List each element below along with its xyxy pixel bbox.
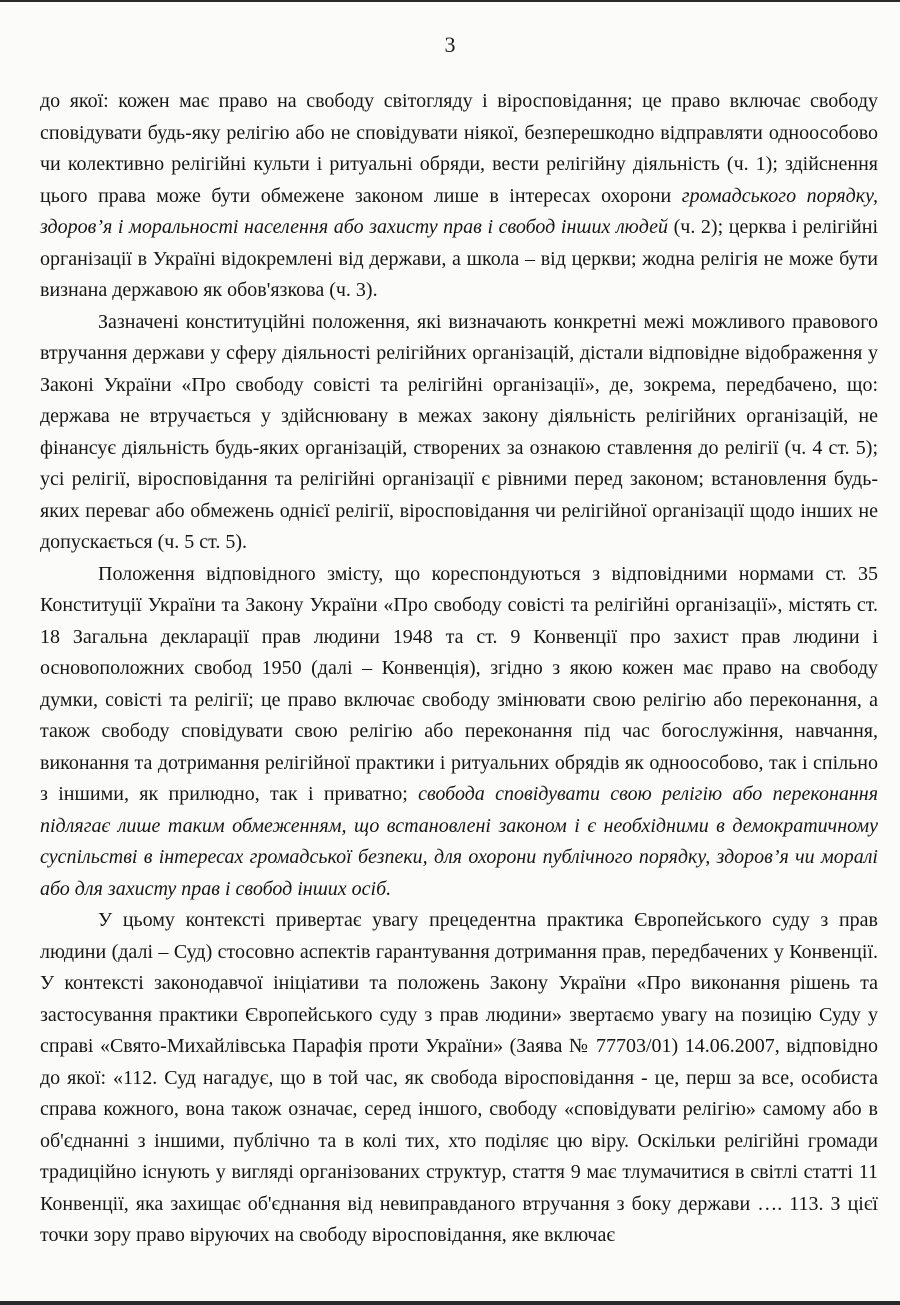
text-segment: (ч. 2); церква і релігійні організації в Україні відокремлені від держави, а школа – від церкви; жодна релігія не може бути визнана державою як обов'язкова (ч. 3). [40, 216, 879, 301]
text-segment: Зазначені конституційні положення, які визначають конкретні межі можливого правового втручання держави у сферу діяльності релігійних організацій, дістали відповідне відображення у Законі України «Про свободу совісті та релігійні організації», де, зокрема, передбачено, що: держава не втручається у здійснювану в межах закону діяльність релігійних організацій, не фінансує діяльність будь-яких організацій, створених за ознакою ставлення до релігії (ч. 4 ст. 5); усі релігії, віросповідання та релігійні організації є рівними перед законом; встановлення будь-яких переваг або обмежень однієї релігії, віросповідання чи релігійної організації щодо інших не допускається (ч. 5 ст. 5). [40, 310, 878, 553]
text-segment: Положення відповідного змісту, що кореспондуються з відповідними нормами ст. 35 Конституції України та Закону України «Про свободу совісті та релігійні організації», містять ст. 18 Загальна декларації прав людини 1948 та ст. 9 Конвенції про захист прав людини і основоположних свобод 1950 (далі – Конвенція), згідно з якою кожен має право на свободу думки, совісті та релігії; це право включає свободу змінювати свою релігію або переконання, а також свободу сповідувати свою релігію або переконання під час богослужіння, навчання, виконання та дотримання релігійної практики і ритуальних обрядів як одноособово, так і спільно з іншими, як прилюдно, так і приватно; [40, 562, 878, 805]
paragraph [40, 307, 878, 559]
italic-text-segment: громадського порядку, здоров’я і моральності населення або захисту прав і свобод інших людей [40, 184, 879, 238]
paragraph [40, 559, 878, 906]
text-segment: до якої: кожен має право на свободу світогляду і віросповідання; це право включає свободу сповідувати будь-яку релігію або не сповідувати ніякої, безперешкодно відправляти одноособово чи колективно релігійні культи і ритуальні обряди, вести релігійну діяльність (ч. 1); здійснення цього права може бути обмежене законом лише в інтересах охорони [40, 90, 878, 207]
paragraph [40, 86, 878, 307]
page-number: 3 [444, 32, 456, 57]
paragraph [40, 905, 878, 1252]
document-body [40, 86, 878, 1252]
text-segment: У цьому контексті привертає увагу прецедентна практика Європейського суду з прав людини (далі – Суд) стосовно аспектів гарантування дотримання прав, передбачених у Конвенції. У контексті законодавчої ініціативи та положень Закону України «Про виконання рішень та застосування практики Європейського суду з прав людини» звертаємо увагу на позицію Суду у справі «Свято-Михайлівська Парафія проти України» (Заява № 77703/01) 14.06.2007, відповідно до якої: «112. Суд нагадує, що в той час, як свобода віросповідання - це, перш за все, особиста справа кожного, вона також означає, серед іншого, свободу «сповідувати релігію» самому або в об'єднанні з іншими, публічно та в колі тих, хто поділяє цю віру. Оскільки релігійні громади традиційно існують у вигляді організованих структур, стаття 9 має тлумачитися в світлі статті 11 Конвенції, яка захищає об'єднання від невиправданого втручання з боку держави …. 113. З цієї точки зору право віруючих на свободу віросповідання, яке включає [40, 909, 878, 1246]
italic-text-segment: свобода сповідувати свою релігію або переконання підлягає лише таким обмеженням, що встановлені законом і є необхідними в демократичному суспільстві в інтересах громадської безпеки, для охорони публічного порядку, здоров’я чи моралі або для захисту прав і свобод інших осіб. [40, 783, 879, 900]
